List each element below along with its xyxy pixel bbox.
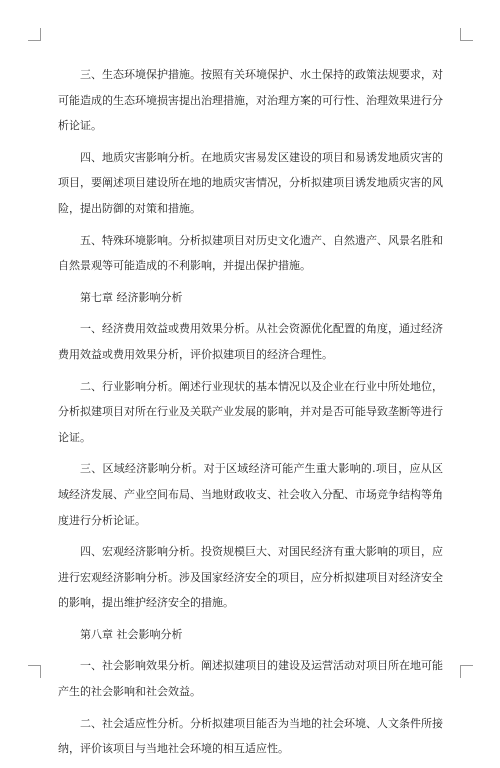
paragraph-regional-economy: 三、区域经济影响分析。对于区域经济可能产生重大影响的.项目，应从区域经济发展、产业空间布局、当地财政收支、社会收入分配、市场竞争结构等角度进行分析论证。	[58, 462, 443, 527]
paragraph-macro-economy: 四、宏观经济影响分析。投资规模巨大、对国民经济有重大影响的项目，应进行宏观经济影响分析。涉及国家经济安全的项目，应分析拟建项目对经济安全的影响，提出维护经济安全的措施。	[58, 545, 443, 610]
paragraph-special-environment: 五、特殊环境影响。分析拟建项目对历史文化遗产、自然遗产、风景名胜和自然景观等可能造成的不利影响，并提出保护措施。	[58, 233, 443, 273]
crop-mark-bottom-left	[28, 665, 41, 678]
crop-mark-bottom-right	[460, 665, 473, 678]
chapter-7-heading: 第七章 经济影响分析	[80, 290, 183, 304]
crop-mark-top-left	[28, 28, 41, 41]
crop-mark-top-right	[460, 28, 473, 41]
document-page	[58, 62, 443, 768]
paragraph-ecological-protection: 三、生态环境保护措施。按照有关环境保护、水土保持的政策法规要求，对可能造成的生态环境损害提出治理措施，对治理方案的可行性、治理效果进行分析论证。	[58, 68, 443, 133]
paragraph-social-adaptability: 二、社会适应性分析。分析拟建项目能否为当地的社会环境、人文条件所接纳，评价该项目与当地社会环境的相互适应性。	[58, 716, 443, 756]
paragraph-industry-impact: 二、行业影响分析。阐述行业现状的基本情况以及企业在行业中所处地位，分析拟建项目对所在行业及关联产业发展的影响，并对是否可能导致垄断等进行论证。	[58, 379, 443, 444]
paragraph-social-effect: 一、社会影响效果分析。阐述拟建项目的建设及运营活动对项目所在地可能产生的社会影响和社会效益。	[58, 659, 443, 699]
paragraph-cost-benefit: 一、经济费用效益或费用效果分析。从社会资源优化配置的角度，通过经济费用效益或费用效果分析，评价拟建项目的经济合理性。	[58, 322, 443, 361]
chapter-8-heading: 第八章 社会影响分析	[80, 627, 183, 641]
paragraph-geological-hazard: 四、地质灾害影响分析。在地质灾害易发区建设的项目和易诱发地质灾害的项目，要阐述项目建设所在地的地质灾害情况，分析拟建项目诱发地质灾害的风险，提出防御的对策和措施。	[58, 150, 443, 215]
